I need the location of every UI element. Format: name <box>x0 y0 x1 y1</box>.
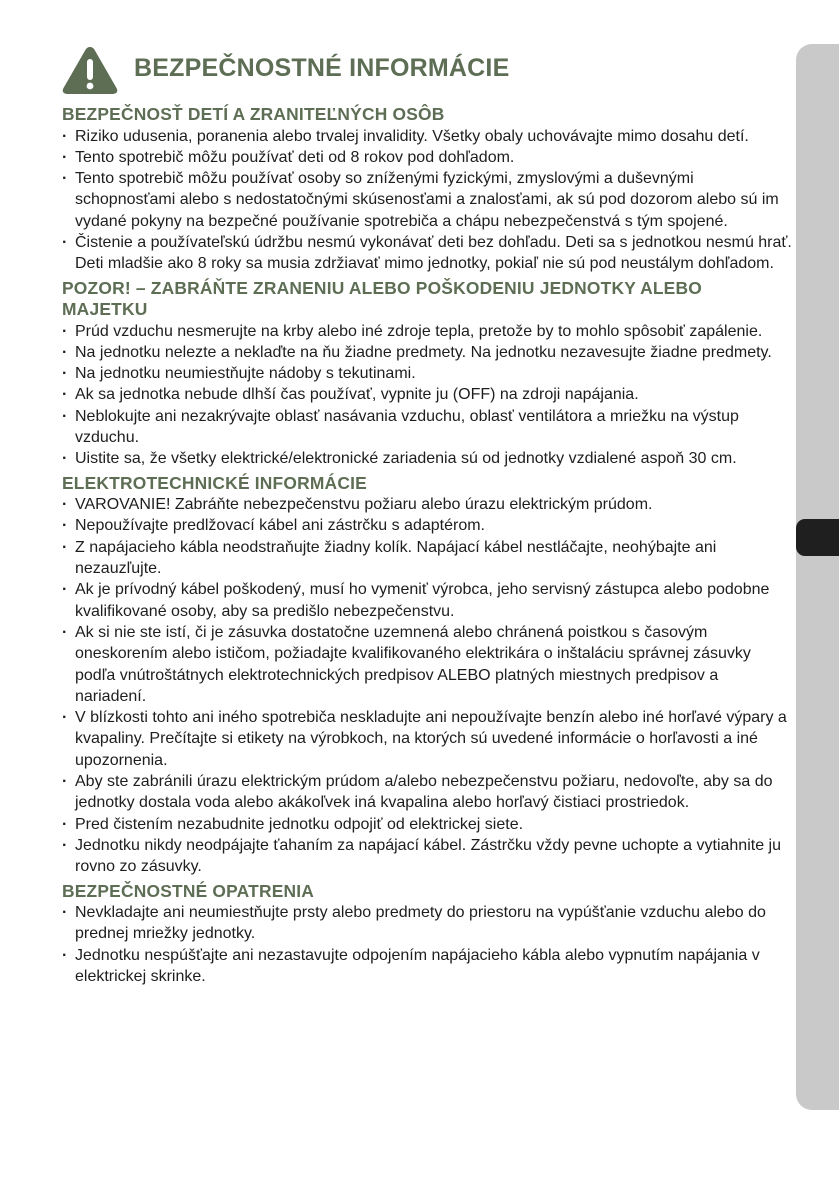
section-electrical-info <box>62 473 792 878</box>
bullet-list <box>62 321 792 470</box>
section-damage-prevention <box>62 278 792 470</box>
list-item: · VAROVANIE! Zabráňte nebezpečenstvu požiaru alebo úrazu elektrickým prúdom. <box>62 494 792 515</box>
list-item: · Jednotku nikdy neodpájajte ťahaním za napájací kábel. Zástrčku vždy pevne uchopte a vytiahnite ju rovno zo zásuvky. <box>62 835 792 878</box>
bullet-list <box>62 494 792 877</box>
list-item: · Aby ste zabránili úrazu elektrickým prúdom a/alebo nebezpečenstvu požiaru, nedovoľte, aby sa do jednotky dostala voda alebo akákoľvek iná kvapalina alebo horľavý čistiaci prostriedok. <box>62 771 792 814</box>
list-item: · Tento spotrebič môžu používať osoby so zníženými fyzickými, zmyslovými a duševnými schopnosťami alebo s nedostatočnými skúsenosťami a znalosťami, ak sú pod dozorom alebo sú im vydané pokyny na bezpečné používanie spotrebiča a chápu nebezpečenstvá s tým spojené. <box>62 168 792 232</box>
section-safety-precautions <box>62 881 792 988</box>
bullet-list <box>62 902 792 987</box>
section-heading: BEZPEČNOSŤ DETÍ A ZRANITEĽNÝCH OSÔB <box>62 104 445 124</box>
list-item: · Čistenie a používateľskú údržbu nesmú vykonávať deti bez dohľadu. Deti sa s jednotkou nesmú hrať. Deti mladšie ako 8 roky sa musia zdržiavať mimo jednotky, pokiaľ nie sú pod neustálym dohľadom. <box>62 232 792 275</box>
list-item: · Na jednotku nelezte a neklaďte na ňu žiadne predmety. Na jednotku nezavesujte žiadne predmety. <box>62 342 792 363</box>
list-item: · Ak je prívodný kábel poškodený, musí ho vymeniť výrobca, jeho servisný zástupca alebo podobne kvalifikované osoby, aby sa predišlo nebezpečenstvu. <box>62 579 792 622</box>
side-index-tab <box>796 44 839 1110</box>
section-heading: ELEKTROTECHNICKÉ INFORMÁCIE <box>62 472 367 493</box>
list-item: · Ak sa jednotka nebude dlhší čas používať, vypnite ju (OFF) na zdroji napájania. <box>62 384 792 405</box>
list-item: · Uistite sa, že všetky elektrické/elektronické zariadenia sú od jednotky vzdialené aspoň 30 cm. <box>62 448 792 469</box>
list-item: · Na jednotku neumiestňujte nádoby s tekutinami. <box>62 363 792 384</box>
bullet-list <box>62 126 792 275</box>
side-index-marker <box>796 519 839 556</box>
list-item: · V blízkosti tohto ani iného spotrebiča neskladujte ani nepoužívajte benzín alebo iné horľavé výpary a kvapaliny. Prečítajte si etikety na výrobkoch, na ktorých sú uvedené informácie o horľavosti a iné upozornenia. <box>62 707 792 771</box>
warning-triangle-icon <box>61 44 119 96</box>
list-item: · Neblokujte ani nezakrývajte oblasť nasávania vzduchu, oblasť ventilátora a mriežku na výstup vzduchu. <box>62 406 792 449</box>
list-item: · Jednotku nespúšťajte ani nezastavujte odpojením napájacieho kábla alebo vypnutím napájania v elektrickej skrinke. <box>62 945 792 988</box>
list-item: · Nepoužívajte predlžovací kábel ani zástrčku s adaptérom. <box>62 515 792 536</box>
safety-content <box>62 104 792 990</box>
list-item: · Nevkladajte ani neumiestňujte prsty alebo predmety do priestoru na vypúšťanie vzduchu alebo do prednej mriežky jednotky. <box>62 902 792 945</box>
list-item: · Pred čistením nezabudnite jednotku odpojiť od elektrickej siete. <box>62 814 792 835</box>
page-title: BEZPEČNOSTNÉ INFORMÁCIE <box>134 54 510 82</box>
section-heading: BEZPEČNOSTNÉ OPATRENIA <box>62 880 315 901</box>
list-item: · Ak si nie ste istí, či je zásuvka dostatočne uzemnená alebo chránená poistkou s časovým oneskorením alebo ističom, požiadajte kvalifikovaného elektrikára o inštaláciu správnej zásuvky podľa vnútroštátnych elektrotechnických predpisov ALEBO platných miestnych predpisov a nariadení. <box>62 622 792 707</box>
list-item: · Z napájacieho kábla neodstraňujte žiadny kolík. Napájací kábel nestláčajte, neohýbajte ani nezauzľujte. <box>62 537 792 580</box>
section-heading: POZOR! – ZABRÁŇTE ZRANENIU ALEBO POŠKODENIU JEDNOTKY ALEBO MAJETKU <box>62 277 702 320</box>
section-children-safety <box>62 104 792 275</box>
list-item: · Tento spotrebič môžu používať deti od 8 rokov pod dohľadom. <box>62 147 792 168</box>
list-item: · Prúd vzduchu nesmerujte na krby alebo iné zdroje tepla, pretože by to mohlo spôsobiť zapálenie. <box>62 321 792 342</box>
list-item: · Riziko udusenia, poranenia alebo trvalej invalidity. Všetky obaly uchovávajte mimo dosahu detí. <box>62 126 792 147</box>
